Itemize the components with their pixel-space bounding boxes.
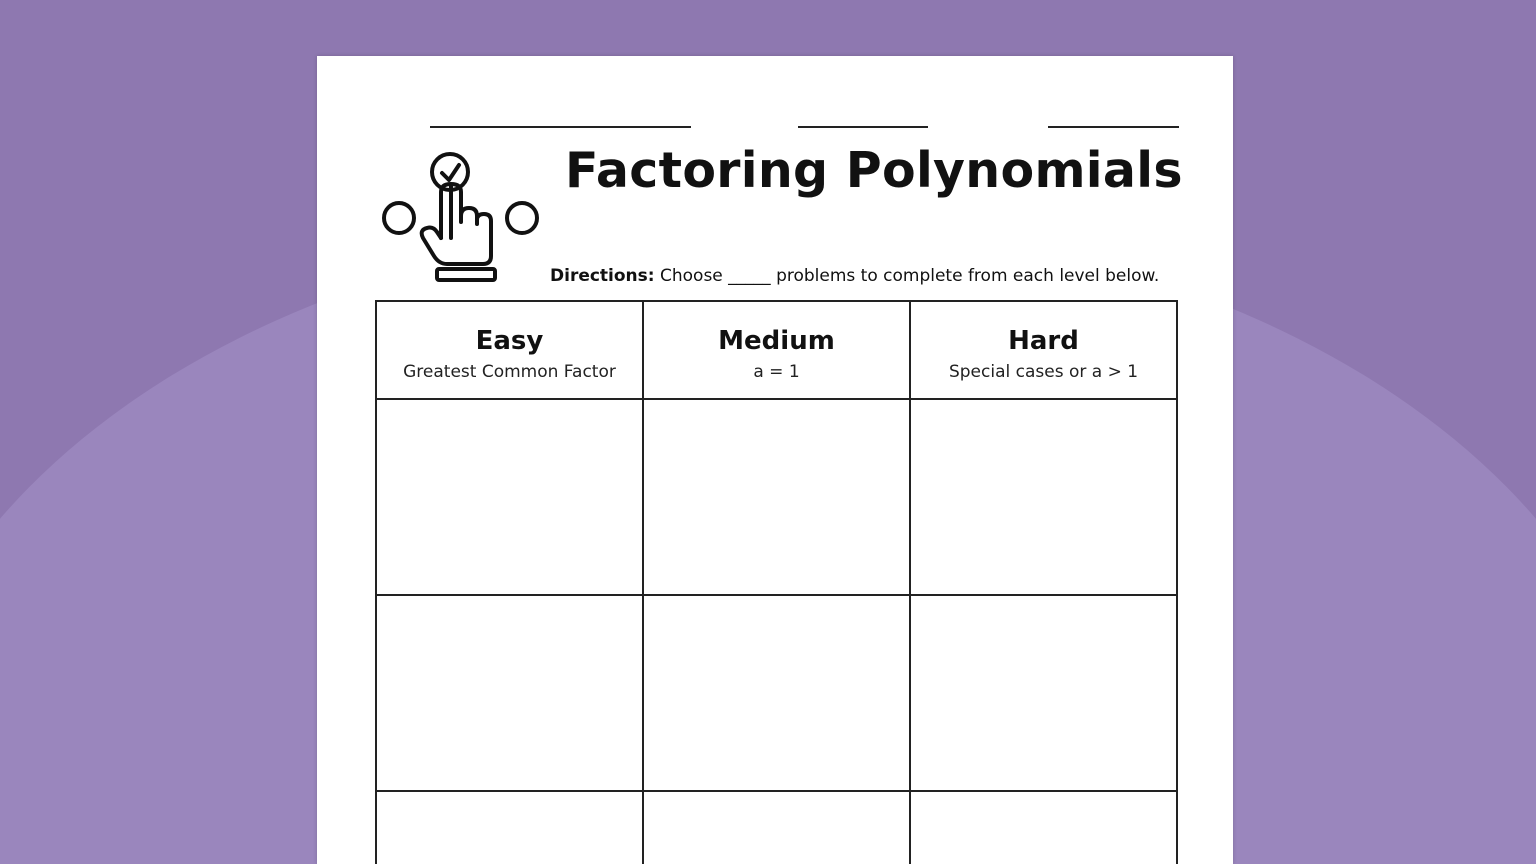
level-header-row (376, 301, 1177, 399)
hand-pointer-choice-icon (379, 152, 543, 286)
work-row (376, 399, 1177, 595)
level-name: Easy (475, 326, 544, 356)
level-subtitle: Special cases or a > 1 (948, 362, 1139, 382)
level-header-easy (376, 301, 643, 399)
date-blank-line (798, 126, 928, 128)
problem-grid (375, 300, 1178, 864)
level-subtitle: Greatest Common Factor (403, 362, 616, 382)
level-subtitle: a = 1 (753, 362, 800, 382)
period-blank-line (1048, 126, 1179, 128)
work-cell-medium (643, 399, 910, 595)
directions-instructions: Choose _____ problems to complete from each level below. (654, 266, 1160, 286)
directions-text (550, 266, 1170, 286)
work-row (376, 595, 1177, 791)
work-row (376, 791, 1177, 864)
name-blank-line (430, 126, 691, 128)
directions-label: Directions: (550, 266, 655, 286)
work-cell-medium (643, 595, 910, 791)
work-cell-easy (376, 791, 643, 864)
worksheet-page (317, 56, 1233, 864)
work-cell-hard (910, 595, 1177, 791)
work-cell-easy (376, 595, 643, 791)
worksheet-title: Factoring Polynomials (565, 142, 1183, 199)
level-name: Hard (1008, 326, 1079, 356)
level-name: Medium (718, 326, 835, 356)
work-cell-easy (376, 399, 643, 595)
work-cell-hard (910, 399, 1177, 595)
level-header-hard (910, 301, 1177, 399)
work-cell-medium (643, 791, 910, 864)
level-header-medium (643, 301, 910, 399)
work-cell-hard (910, 791, 1177, 864)
